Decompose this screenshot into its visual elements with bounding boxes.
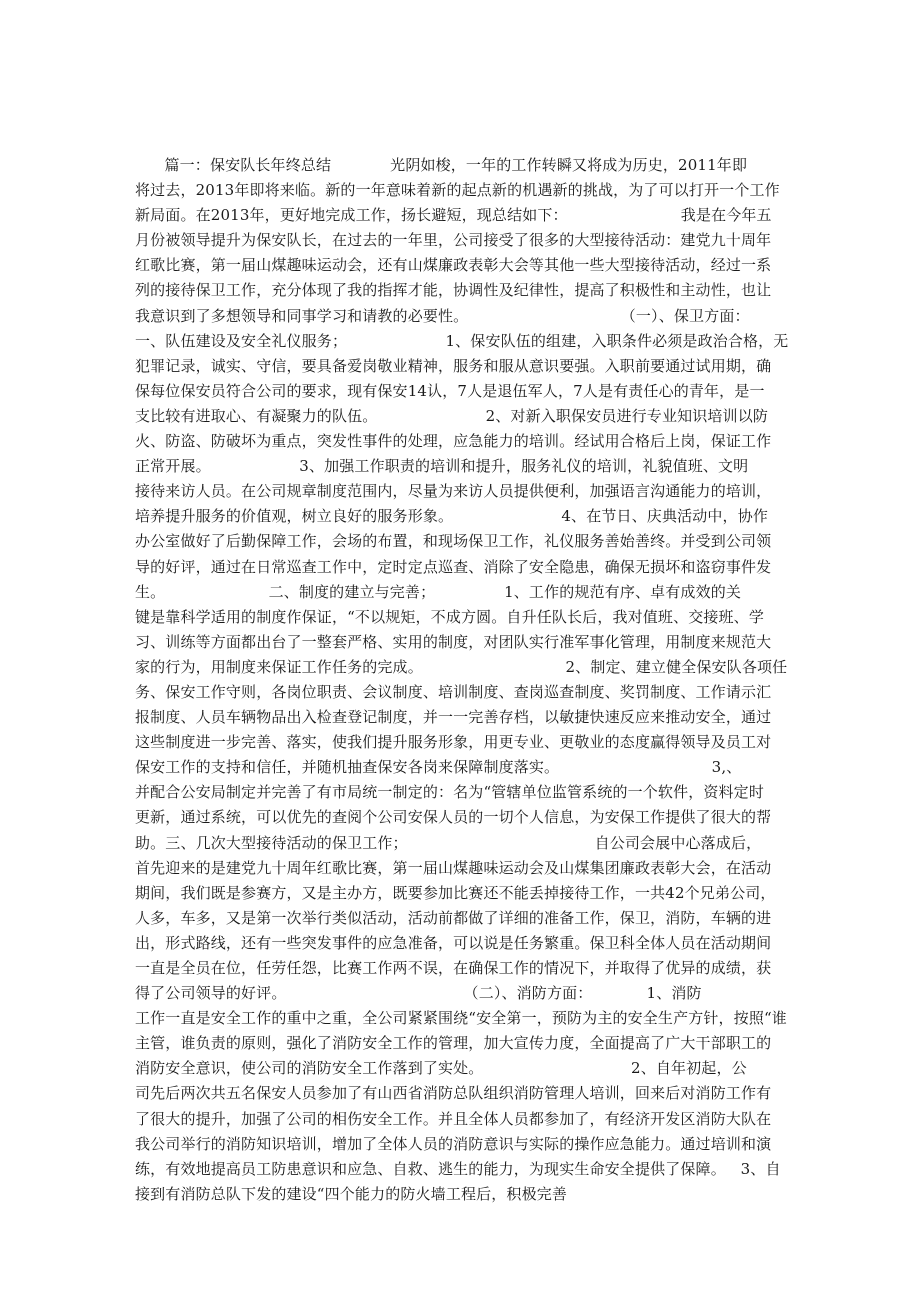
text-line: 练，有效地提高员工防患意识和应急、自救、逃生的能力，为现实生命安全提供了保障。 3、自 [135,1159,781,1178]
text-line: 主管，谁负责的原则，强化了消防安全工作的管理，加大宣传力度，全面提高了广大干部职工的 [135,1034,772,1053]
text-line: 习、训练等方面都出台了一整套严格、实用的制度，对团队实行准军事化管理，用制度来规范大 [135,632,772,651]
text-line: 键是靠科学适用的制度作保证，“不以规矩，不成方圆。自升任队长后，我对值班、交接班、学 [135,607,764,626]
text-line: 家的行为，用制度来保证工作任务的完成。 2、制定、建立健全保安队各项任 [135,657,788,676]
text-line: 首先迎来的是建党九十周年红歌比赛，第一届山煤趣味运动会及山煤集团廉政表彰大会，在活动 [135,858,772,877]
text-line: 犯罪记录，诚实、守信，要具备爱岗敬业精神，服务和服从意识要强。入职前要通过试用期，确 [135,356,772,375]
text-line: 将过去，2013年即将来临。新的一年意味着新的起点新的机遇新的挑战，为了可以打开一个工作 [135,181,780,200]
text-line: 得了公司领导的好评。 （二）、消防方面： 1、消防 [135,984,702,1003]
text-line: 报制度、人员车辆物品出入检查登记制度，并一一完善存档，以敏捷快速反应来推动安全，通过 [135,708,772,727]
text-line: 我意识到了多想领导和同事学习和请教的必要性。 （一）、保卫方面： [135,306,750,325]
text-line: 并配合公安局制定并完善了有市局统一制定的：名为“管辖单位监管系统的一个软件，资料定时 [135,783,764,802]
document-body [135,153,795,1207]
text-line: 新局面。在2013年，更好地完成工作，扬长避短，现总结如下： 我是在今年五 [135,206,772,225]
text-line: 期间，我们既是参赛方，又是主办方，既要参加比赛还不能丢掉接待工作，一共42个兄弟公司， [135,883,776,902]
text-line: 司先后两次共五名保安人员参加了有山西省消防总队组织消防管理人培训，回来后对消防工作有 [135,1084,772,1103]
text-line: 保安工作的支持和信任，并随机抽查保安各岗来保障制度落实。 3,、 [135,758,742,777]
text-line: 红歌比赛，第一届山煤趣味运动会，还有山煤廉政表彰大会等其他一些大型接待活动，经过一系 [135,256,772,275]
text-line: 支比较有进取心、有凝聚力的队伍。 2、对新入职保安员进行专业知识培训以防 [135,406,768,425]
text-line: 更新，通过系统，可以优先的查阅个公司安保人员的一切个人信息，为安保工作提供了很大的帮 [135,808,772,827]
text-line: 生。 二、制度的建立与完善； 1、工作的规范有序、卓有成效的关 [135,582,742,601]
text-line: 月份被领导提升为保安队长，在过去的一年里，公司接受了很多的大型接待活动：建党九十周年 [135,231,772,250]
text-line: 列的接待保卫工作，充分体现了我的指挥才能，协调性及纪律性，提高了积极性和主动性，也让 [135,281,772,300]
text-line: 篇一：保安队长年终总结 光阴如梭，一年的工作转瞬又将成为历史，2011年即 [135,156,748,174]
text-line: 接待来访人员。在公司规章制度范围内，尽量为来访人员提供便利，加强语言沟通能力的培训， [135,482,772,501]
text-line: 出，形式路线，还有一些突发事件的应急准备，可以说是任务繁重。保卫科全体人员在活动期间 [135,933,772,952]
text-line: 一、队伍建设及安全礼仪服务； 1、保安队伍的组建，入职条件必须是政治合格，无 [135,331,789,350]
text-line: 务、保安工作守则，各岗位职责、会议制度、培训制度、查岗巡查制度、奖罚制度、工作请示汇 [135,682,772,701]
text-line: 接到有消防总队下发的建设“四个能力的防火墙工程后，积极完善 [135,1184,568,1203]
text-line: 人多，车多，又是第一次举行类似活动，活动前都做了详细的准备工作，保卫，消防，车辆的进 [135,908,772,927]
text-line: 培养提升服务的价值观，树立良好的服务形象。 4、在节日、庆典活动中，协作 [135,507,768,526]
text-line: 火、防盗、防破坏为重点，突发性事件的处理，应急能力的培训。经试用合格后上岗，保证工作 [135,432,772,451]
text-line: 导的好评，通过在日常巡查工作中，定时定点巡查、消除了安全隐患，确保无损坏和盗窃事件发 [135,557,772,576]
text-line: 正常开展。 3、加强工作职责的培训和提升，服务礼仪的培训，礼貌值班、文明 [135,457,749,476]
text-line: 办公室做好了后勤保障工作，会场的布置，和现场保卫工作，礼仪服务善始善终。并受到公司领 [135,532,772,551]
text-line: 我公司举行的消防知识培训，增加了全体人员的消防意识与实际的操作应急能力。通过培训和演 [135,1134,772,1153]
text-line: 助。三、几次大型接待活动的保卫工作； 自公司会展中心落成后， [135,833,762,852]
text-line: 一直是全员在位，任劳任怨，比赛工作两不误，在确保工作的情况下，并取得了优异的成绩，获 [135,959,772,977]
text-line: 了很大的提升，加强了公司的相伤安全工作。并且全体人员都参加了，有经济开发区消防大队在 [135,1109,772,1128]
text-line: 工作一直是安全工作的重中之重，全公司紧紧围绕“安全第一，预防为主的安全生产方针，按照“谁 [135,1009,787,1028]
text-line: 这些制度进一步完善、落实，使我们提升服务形象，用更专业、更敬业的态度赢得领导及员工对 [135,733,772,752]
text-line: 保每位保安员符合公司的要求，现有保安14认，7人是退伍军人，7人是有责任心的青年，是一 [135,381,765,400]
text-line: 消防安全意识，使公司的消防安全工作落到了实处。 2、自年初起，公 [135,1059,747,1078]
